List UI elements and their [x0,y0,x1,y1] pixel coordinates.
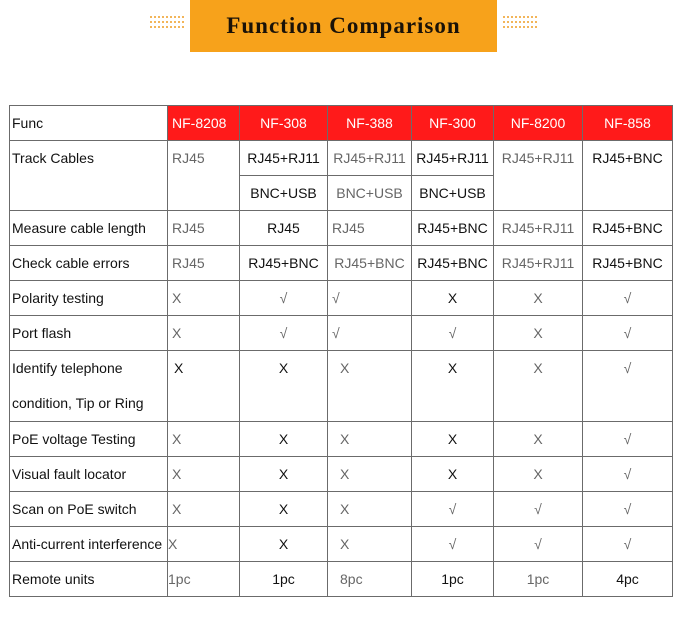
table-cell: RJ45+RJ11 [494,246,583,281]
table-cell: RJ45+BNC [240,246,328,281]
table-cell: RJ45 [168,211,240,246]
table-cell: X [328,527,412,562]
row-label: Visual fault locator [10,457,168,492]
header-model: NF-300 [412,106,494,141]
table-cell: X [168,492,240,527]
table-cell: √ [494,527,583,562]
table-cell: 1pc [412,562,494,597]
table-header-row [10,106,673,141]
table-cell: RJ45 [240,211,328,246]
table-cell: RJ45+RJ11 [494,211,583,246]
table-cell: BNC+USB [412,176,494,211]
table-row [10,492,673,527]
table-cell: X [328,457,412,492]
table-cell: X [328,422,412,457]
table-cell: √ [240,281,328,316]
table-cell: RJ45+RJ11 [412,141,494,176]
table-row [10,141,673,176]
table-cell: RJ45 [328,211,412,246]
row-label-line: Identify telephone [12,360,123,376]
table-cell: √ [583,422,673,457]
table-cell: √ [328,316,412,351]
table-cell: X [412,351,494,422]
table-cell: √ [583,281,673,316]
row-label [10,351,168,422]
table-cell: √ [583,351,673,422]
decorative-dots-left [150,16,184,30]
table-row [10,562,673,597]
table-cell: √ [583,316,673,351]
table-row [10,281,673,316]
table-row [10,246,673,281]
table-cell: X [240,492,328,527]
table-cell: 1pc [240,562,328,597]
row-label: Measure cable length [10,211,168,246]
header-func: Func [10,106,168,141]
table-cell: X [494,457,583,492]
row-label: Track Cables [10,141,168,211]
table-cell: 4pc [583,562,673,597]
table-cell: √ [583,492,673,527]
table-cell: RJ45+BNC [328,246,412,281]
table-cell: RJ45+BNC [583,246,673,281]
decorative-dots-right [503,16,537,30]
table-cell: RJ45+RJ11 [240,141,328,176]
table-cell: X [168,422,240,457]
table-row [10,457,673,492]
table-cell: X [412,457,494,492]
table-cell: X [494,422,583,457]
table-cell: 1pc [168,562,240,597]
row-label: Polarity testing [10,281,168,316]
table-cell: X [168,316,240,351]
header-model: NF-308 [240,106,328,141]
table-cell: RJ45+BNC [583,141,673,211]
header-model: NF-858 [583,106,673,141]
table-cell: RJ45+BNC [412,246,494,281]
table-cell: X [328,351,412,422]
table-cell: X [494,351,583,422]
table-row [10,422,673,457]
table-cell: √ [240,316,328,351]
table-cell: √ [583,457,673,492]
table-cell: X [168,457,240,492]
table-cell: √ [494,492,583,527]
table-cell: √ [583,527,673,562]
row-label: Port flash [10,316,168,351]
table-cell: RJ45+RJ11 [328,141,412,176]
table-cell: X [240,422,328,457]
table-row [10,211,673,246]
table-cell: RJ45 [168,246,240,281]
table-cell: BNC+USB [328,176,412,211]
table-cell: X [240,527,328,562]
row-label-line: condition, Tip or Ring [12,395,144,411]
row-label: Anti-current interference [10,527,168,562]
table-cell: RJ45+RJ11 [494,141,583,211]
table-cell: RJ45+BNC [583,211,673,246]
table-cell: X [494,281,583,316]
row-label: Scan on PoE switch [10,492,168,527]
row-label: PoE voltage Testing [10,422,168,457]
header-model: NF-8200 [494,106,583,141]
table-cell: X [494,316,583,351]
table-row [10,351,673,422]
table-cell: X [168,281,240,316]
table-cell: 8pc [328,562,412,597]
table-cell: X [168,351,240,422]
table-cell: X [412,422,494,457]
table-cell: BNC+USB [240,176,328,211]
table-cell: X [240,457,328,492]
table-row [10,527,673,562]
table-cell: √ [328,281,412,316]
table-cell: X [328,492,412,527]
page-title: Function Comparison [226,13,461,38]
table-row [10,316,673,351]
table-cell: RJ45 [168,141,240,211]
table-cell: RJ45+BNC [412,211,494,246]
row-label: Remote units [10,562,168,597]
header-model: NF-8208 [168,106,240,141]
table-cell: √ [412,527,494,562]
table-cell: X [412,281,494,316]
header-model: NF-388 [328,106,412,141]
table-cell: X [240,351,328,422]
table-cell: X [168,527,240,562]
row-label: Check cable errors [10,246,168,281]
table-cell: 1pc [494,562,583,597]
comparison-table [9,105,673,597]
table-cell: √ [412,492,494,527]
title-banner [190,0,497,52]
table-cell: √ [412,316,494,351]
